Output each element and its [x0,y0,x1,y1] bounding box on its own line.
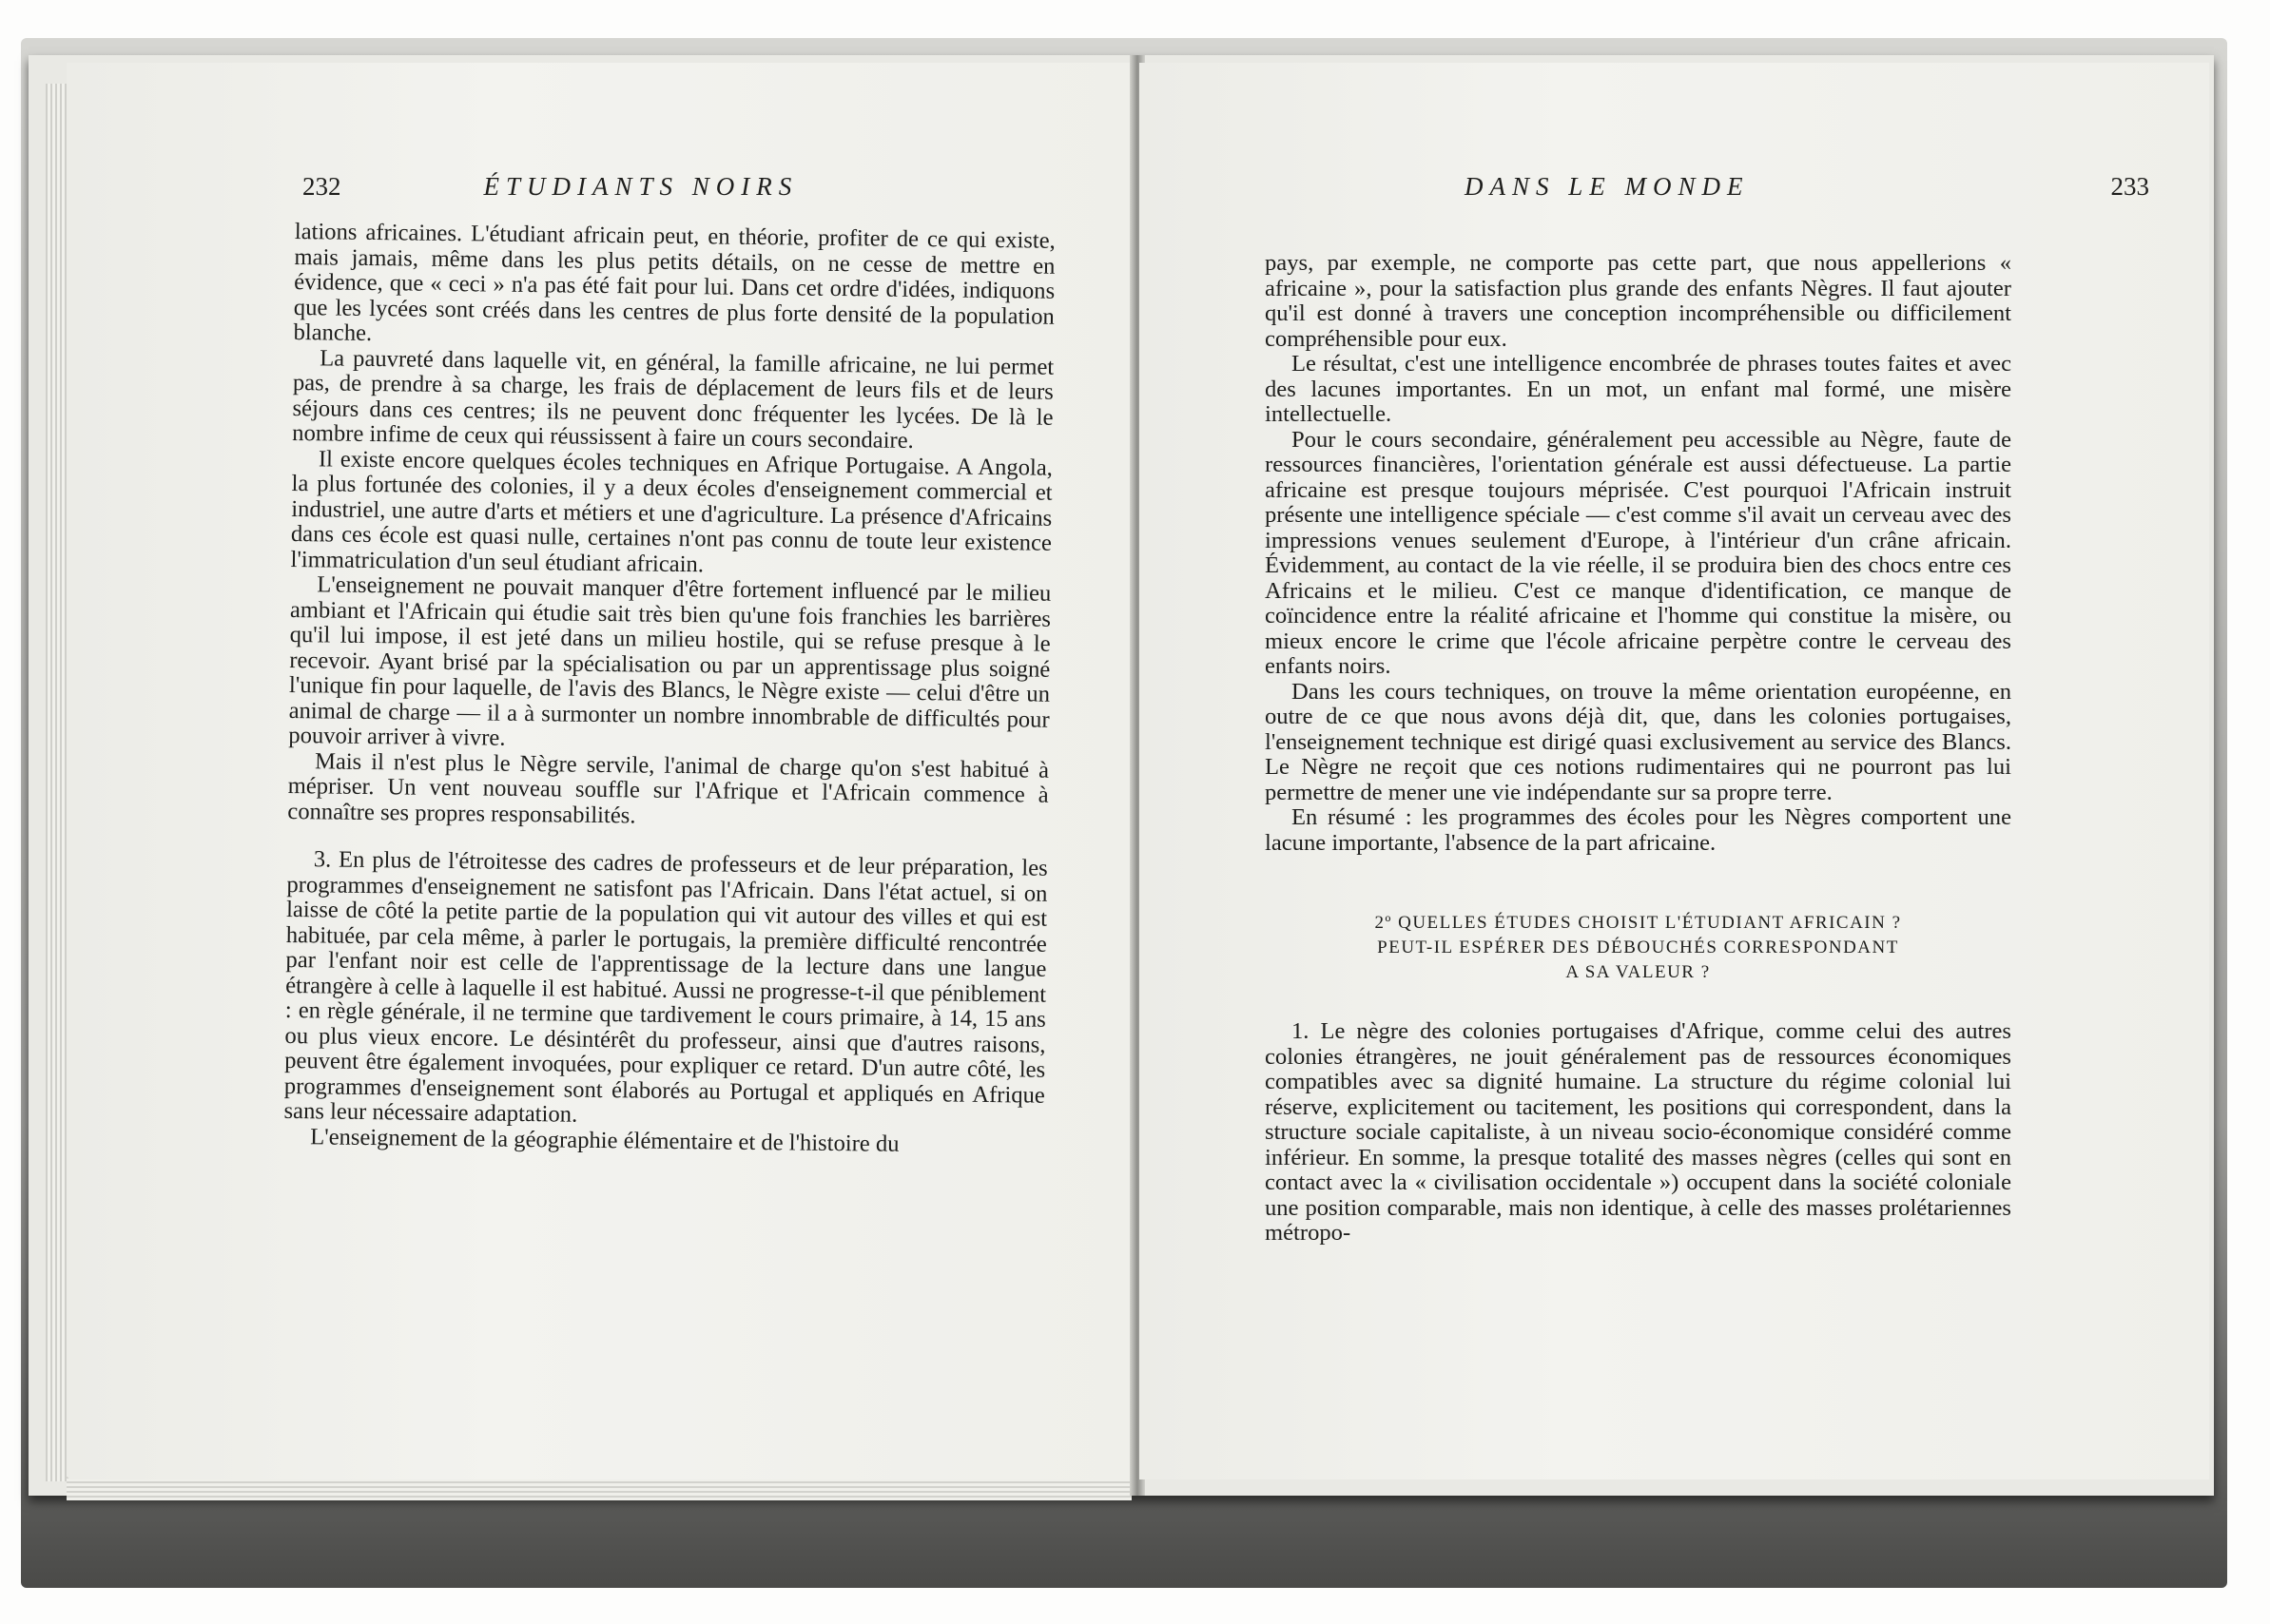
paragraph: L'enseignement ne pouvait manquer d'être fortement influencé par le milieu ambiant et l'Africain qui étudie sait très bien qu'une fois franchies les barrières qu'il lui impose, il est jeté dans un milieu hostile, qui se refuse presque à le recevoir. Ayant brisé par la spécialisation ou par un apprentissage plus soigné l'unique fin pour laquelle, de l'avis des Blancs, le Nègre existe — celui d'être un animal de charge — il a à surmonter un nombre innombrable de difficultés pour pouvoir arriver à vivre. [288,571,1052,751]
section-heading-line: 2º QUELLES ÉTUDES CHOISIT L'ÉTUDIANT AFRICAIN ? [1374,913,1902,933]
open-book [29,55,2214,1496]
running-title: ÉTUDIANTS NOIRS [483,172,799,201]
paragraph: La pauvreté dans laquelle vit, en général, la famille africaine, ne lui permet pas, de prendre à sa charge, les frais de déplacement de leurs fils et de leurs séjours dans ces centres; ils ne peuvent donc fréquenter les lycées. De là le nombre infime de ceux qui réussissent à faire un cours secondaire. [292,344,1055,454]
right-page-header [1465,172,2149,210]
left-page [67,63,1136,1479]
paragraph: L'enseignement de la géographie élémentaire et de l'histoire du [310,1123,900,1157]
section-heading [1265,911,2011,985]
paragraph: Mais il n'est plus le Nègre servile, l'animal de charge qu'on s'est habitué à mépriser. Un vent nouveau souffle sur l'Afrique et l'Africain commence à connaître ses propres responsabilités. [287,747,1050,828]
page-number: 233 [2110,172,2149,201]
paragraph: 3. En plus de l'étroitesse des cadres de professeurs et de leur préparation, les programmes d'enseignement ne satisfont pas l'Africain. Dans l'état actuel, si on laisse de côté la petite partie de la population qui vit autour des villes et qui est habituée, par cela même, à parler le portugais, la première difficulté rencontrée par l'enfant noir est celle de l'apprentissage de la lecture dans une langue étrangère à celle à laquelle il est habitué. Aussi ne progresse-t-il que péniblement : en règle générale, il ne termine que tardivement le cours primaire, à 14, 15 ans ou plus vieux encore. Le désintérêt du professeur, ainsi que d'autres raisons, peuvent être également invoquées, pour expliquer ce retard. D'un autre côté, les programmes d'enseignement sont élaborés au Portugal et appliqués en Afrique sans leur nécessaire adaptation. [283,846,1048,1128]
paragraph: En résumé : les programmes des écoles pour les Nègres comportent une lacune importante, l'absence de la part africaine. [1265,804,2011,856]
right-page-body [1265,251,2011,1247]
left-page-body [283,220,1056,1159]
page-edges-left [46,84,67,1481]
section-heading-line: PEUT-IL ESPÉRER DES DÉBOUCHÉS CORRESPONDANT [1377,938,1899,957]
section-heading-line: A SA VALEUR ? [1565,962,1711,982]
paragraph: Le résultat, c'est une intelligence encombrée de phrases toutes faites et avec des lacunes importantes. En un mot, un enfant mal formé, une misère intellectuelle. [1265,351,2011,427]
paragraph: pays, par exemple, ne comporte pas cette part, que nous appellerions « africaine », pour la satisfaction plus grande des enfants Nègres. Il faut ajouter qu'il est donné à travers une conception incompréhensible ou difficilement compréhensible pour eux. [1265,250,2011,352]
paragraph: 1. Le nègre des colonies portugaises d'Afrique, comme celui des autres colonies étrangères, ne jouit généralement pas de ressources économiques compatibles avec sa dignité humaine. La structure du régime colonial lui réserve, explicitement ou tacitement, les positions qui correspondent, dans la structure sociale capitaliste, à un niveau socio-économique considéré comme inférieur. En somme, la presque totalité des masses nègres (celles qui sont en contact avec la « civilisation occidentale ») occupent dans la société coloniale une position comparable, mais non identique, à celle des masses prolétariennes métropo- [1265,1018,2011,1246]
paragraph: lations africaines. L'étudiant africain peut, en théorie, profiter de ce qui existe, mais jamais, même dans les plus petits détails, on ne cesse de mettre en évidence, que « ceci » n'a pas été fait pour lui. Dans cet ordre d'idées, indiquons que les lycées sont créés dans les centres de plus forte densité de la population blanche. [293,219,1056,346]
running-title: DANS LE MONDE [1465,172,1750,201]
paragraph: Dans les cours techniques, on trouve la même orientation européenne, en outre de ce que nous avons déjà dit, que, dans les colonies portugaises, l'enseignement technique est dirigé quasi exclusivement au service des Blancs. Le Nègre ne reçoit que ces notions rudimentaires qui ne pourront pas lui permettre de mener une vie indépendante sur sa propre terre. [1265,678,2011,805]
paragraph: Pour le cours secondaire, généralement peu accessible au Nègre, faute de ressources financières, l'orientation générale est aussi défectueuse. La partie africaine est presque toujours méprisée. C'est pourquoi l'Africain instruit présente une intelligence spéciale — c'est comme s'il avait un cerveau avec des impressions venues seulement d'Europe, à l'intérieur d'un crâne africain. Évidemment, au contact de la vie réelle, il se produira bien des chocs entre ces Africains et le milieu. C'est ce manque d'identification, ce manque de coïncidence entre la réalité africaine et l'homme qui constitue la misère, ou mieux encore le crime que l'école africaine perpètre contre le cerveau des enfants noirs. [1265,426,2011,679]
page-number: 232 [302,172,341,201]
right-page [1139,63,2209,1479]
left-page-header [302,172,873,210]
paragraph: Il existe encore quelques écoles techniques en Afrique Portugaise. A Angola, la plus fortunée des colonies, il y a deux écoles d'enseignement commercial et industriel, une autre d'arts et métiers et une d'agriculture. La présence d'Africains dans ces école est quasi nulle, certaines n'ont pas connu de toute leur existence l'immatriculation d'un seul étudiant africain. [290,445,1054,577]
